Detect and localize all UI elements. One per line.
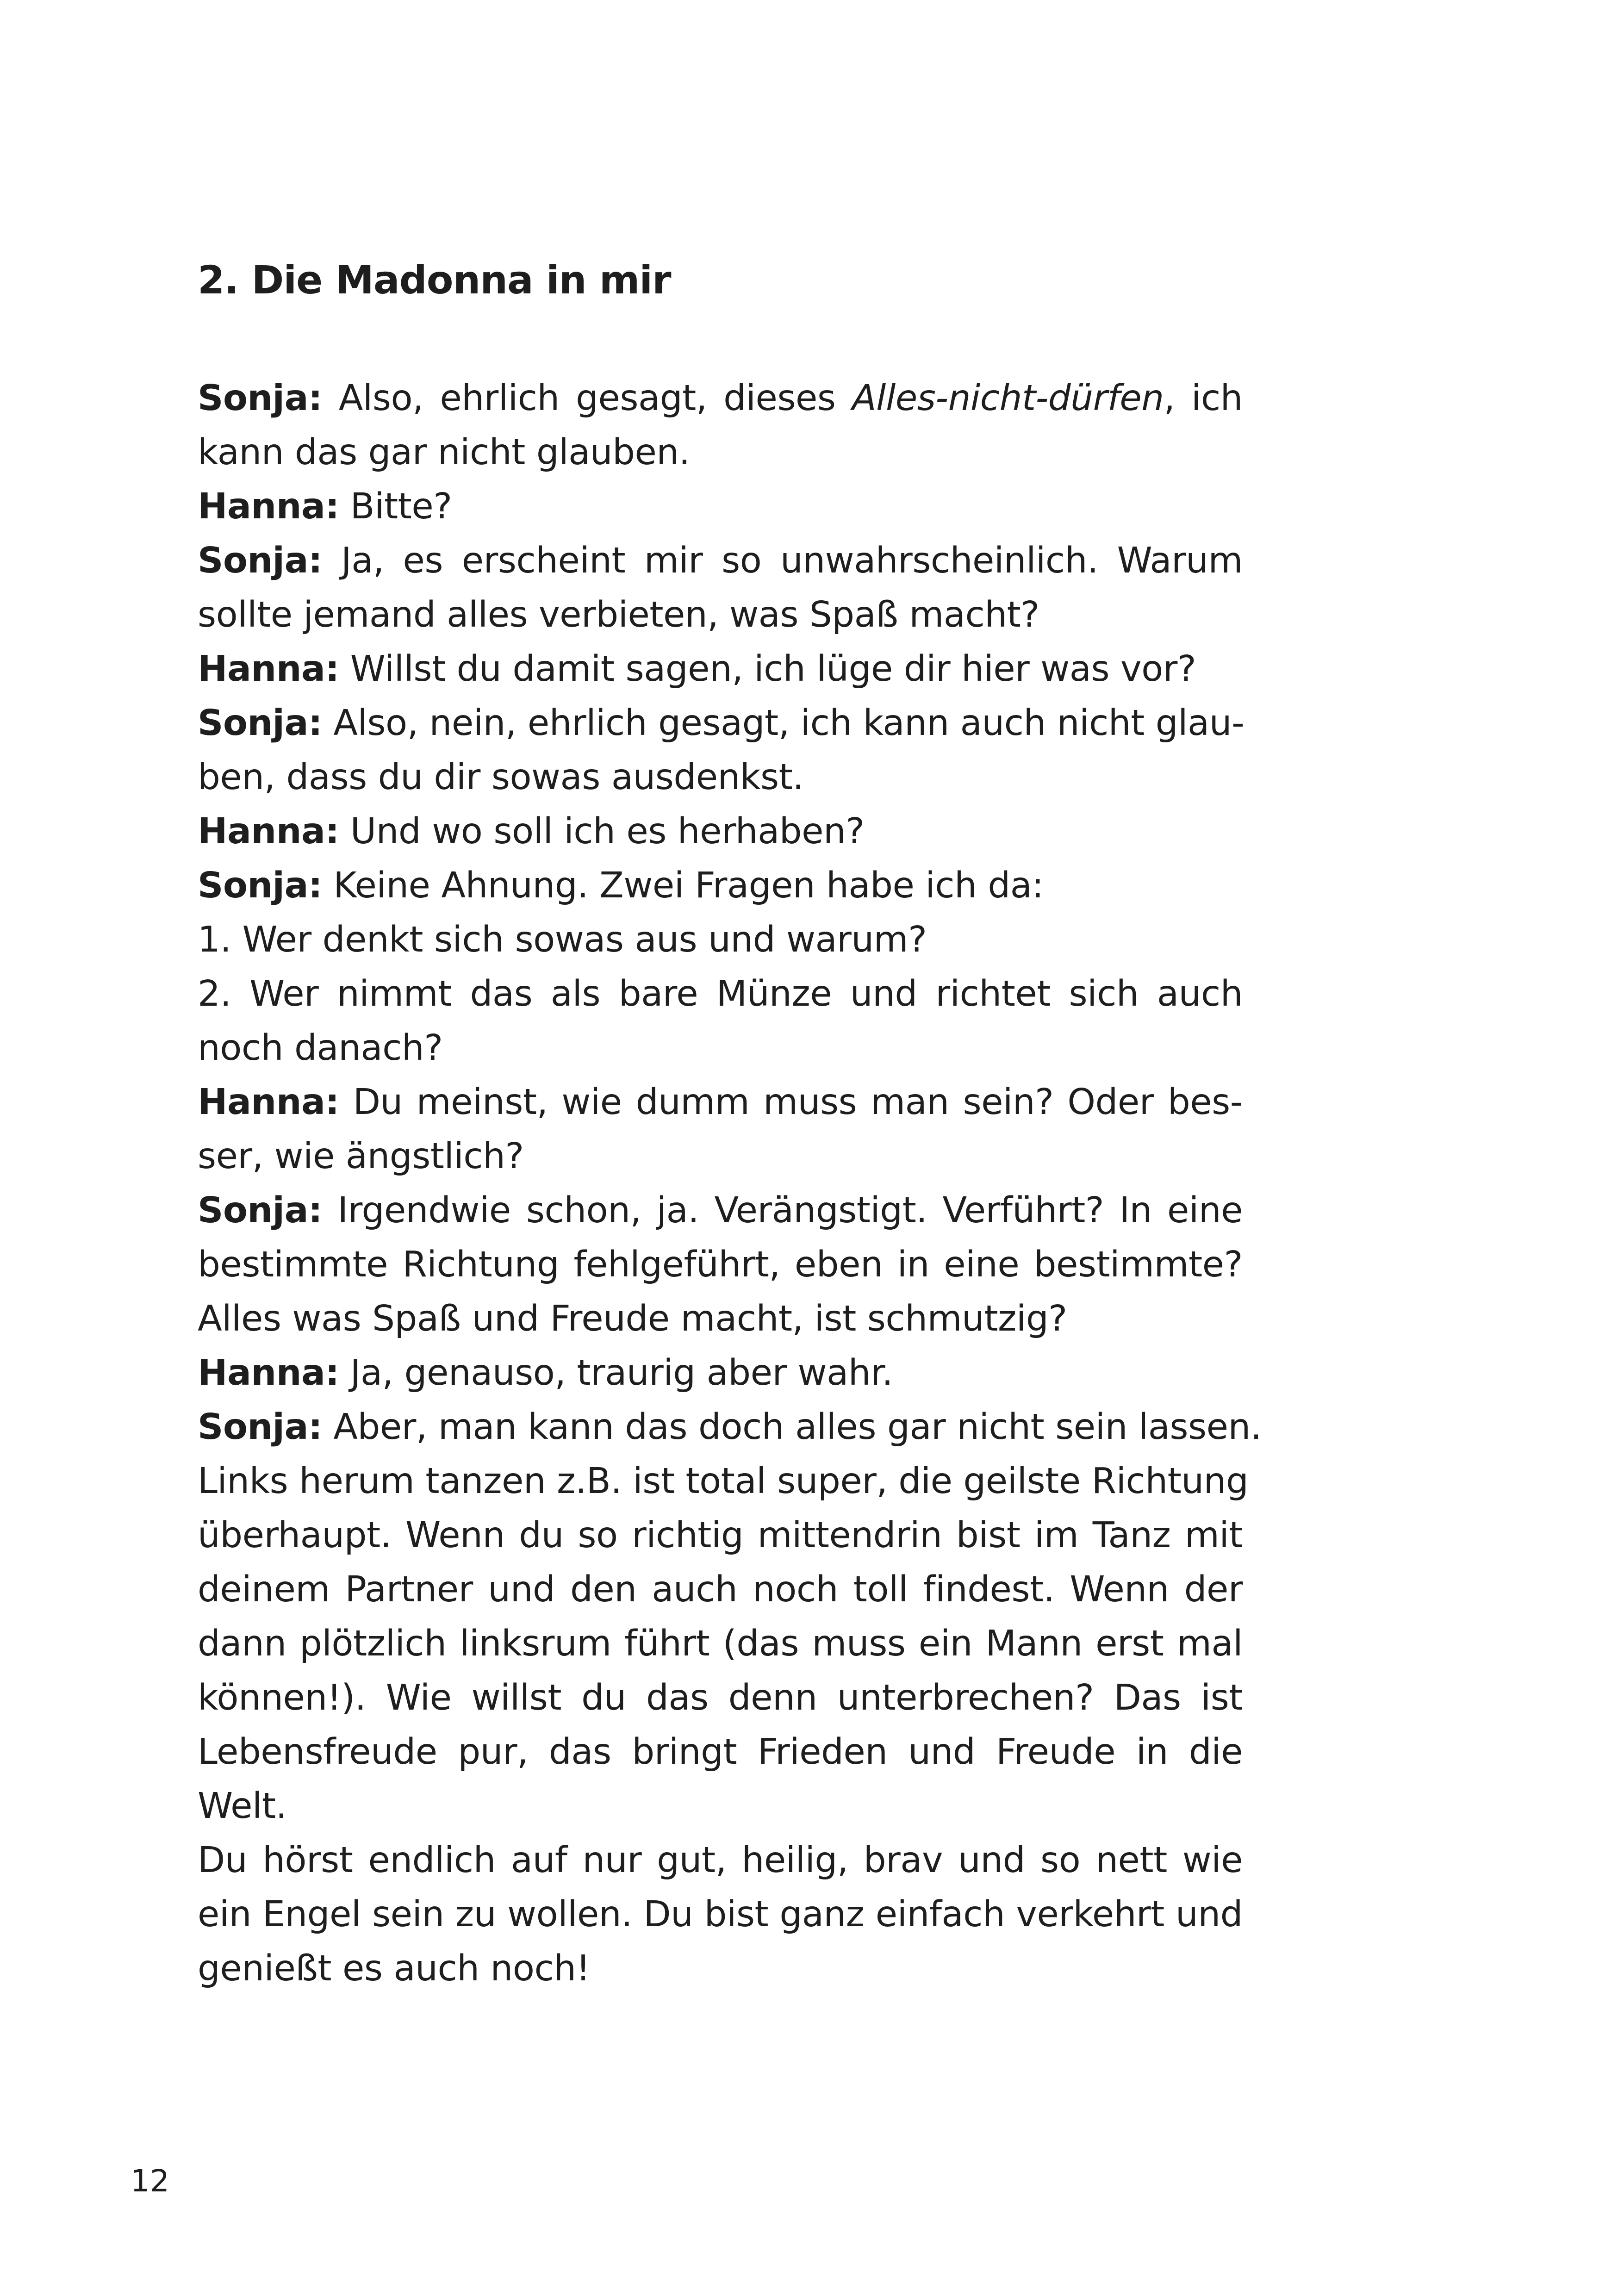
page-number: 12: [131, 2163, 169, 2199]
speaker-label: Sonja:: [198, 703, 323, 744]
line-text: Ja, es erscheint mir so unwahrscheinlich. Warum: [322, 540, 1243, 581]
line-text: Lebensfreude pur, das bringt Frieden und Freude in die: [198, 1731, 1243, 1773]
line-text: ser, wie ängstlich?: [198, 1136, 524, 1177]
line-text: Und wo soll ich es herhaben?: [339, 811, 865, 852]
text-line: [198, 1725, 1243, 1779]
line-text: Irgendwie schon, ja. Verängstigt. Verführt? In eine: [322, 1190, 1243, 1231]
speaker-label: Sonja:: [198, 1406, 323, 1448]
speaker-label: Sonja:: [198, 540, 323, 581]
line-text: ein Engel sein zu wollen. Du bist ganz einfach verkehrt und: [198, 1894, 1243, 1935]
text-line: [198, 642, 1243, 696]
line-text: Bitte?: [339, 486, 452, 527]
line-text: 1. Wer denkt sich sowas aus und warum?: [198, 919, 927, 960]
line-text: kann das gar nicht glauben.: [198, 432, 690, 473]
line-text: Also, nein, ehrlich gesagt, ich kann auch nicht glau-: [322, 703, 1245, 744]
line-text: 2. Wer nimmt das als bare Münze und richtet sich auch: [198, 973, 1243, 1014]
text-line: [198, 1617, 1243, 1671]
line-text: Alles was Spaß und Freude macht, ist schmutzig?: [198, 1298, 1067, 1339]
text-line: [198, 1671, 1243, 1725]
text-line: [198, 1346, 1243, 1400]
speaker-label: Sonja:: [198, 378, 323, 419]
line-text: überhaupt. Wenn du so richtig mittendrin bist im Tanz mit: [198, 1515, 1243, 1556]
line-text: ben, dass du dir sowas ausdenkst.: [198, 757, 804, 798]
emphasis-text: Alles-nicht-dürfen: [852, 378, 1164, 419]
text-line: [198, 534, 1243, 588]
line-text: Links herum tanzen z.B. ist total super, die geilste Richtung: [198, 1461, 1249, 1502]
chapter-title: 2. Die Madonna in mir: [198, 257, 671, 303]
text-line: [198, 696, 1243, 750]
speaker-label: Hanna:: [198, 648, 339, 690]
text-line: [198, 588, 1243, 642]
line-text: sollte jemand alles verbieten, was Spaß macht?: [198, 594, 1039, 635]
speaker-label: Hanna:: [198, 811, 339, 852]
line-text: Keine Ahnung. Zwei Fragen habe ich da:: [322, 865, 1044, 906]
text-line: [198, 804, 1243, 859]
text-line: [198, 371, 1243, 425]
text-line: [198, 1454, 1249, 1508]
text-line: [198, 1075, 1243, 1129]
text-line: [198, 1887, 1243, 1941]
text-line: [198, 1941, 1243, 1996]
line-text: Ja, genauso, traurig aber wahr.: [339, 1352, 893, 1394]
line-text: Welt.: [198, 1786, 287, 1827]
line-text: Also, ehrlich gesagt, dieses: [322, 378, 852, 419]
text-line: [198, 1508, 1243, 1562]
text-line: [198, 859, 1243, 913]
speaker-label: Hanna:: [198, 1082, 339, 1123]
text-line: [198, 1021, 1243, 1075]
speaker-label: Hanna:: [198, 1352, 339, 1394]
line-text: Willst du damit sagen, ich lüge dir hier was vor?: [339, 648, 1196, 690]
text-line: [198, 1562, 1243, 1617]
text-line: [198, 967, 1243, 1021]
speaker-label: Hanna:: [198, 486, 339, 527]
text-line: [198, 1129, 1243, 1183]
text-line: [198, 1779, 1243, 1833]
text-line: [198, 479, 1243, 534]
line-text: noch danach?: [198, 1027, 443, 1069]
text-line: [198, 913, 1243, 967]
text-line: [198, 1292, 1243, 1346]
speaker-label: Sonja:: [198, 865, 323, 906]
line-text: bestimmte Richtung fehlgeführt, eben in eine bestimmte?: [198, 1244, 1243, 1285]
text-line: [198, 425, 1243, 479]
line-text: können!). Wie willst du das denn unterbrechen? Das ist: [198, 1677, 1243, 1718]
speaker-label: Sonja:: [198, 1190, 323, 1231]
line-text: Aber, man kann das doch alles gar nicht sein lassen.: [322, 1406, 1262, 1448]
line-text: , ich: [1164, 378, 1243, 419]
line-text: deinem Partner und den auch noch toll findest. Wenn der: [198, 1569, 1243, 1610]
text-line: [198, 1238, 1243, 1292]
text-line: [198, 1400, 1262, 1454]
line-text: Du meinst, wie dumm muss man sein? Oder bes-: [339, 1082, 1243, 1123]
line-text: genießt es auch noch!: [198, 1948, 590, 1989]
line-text: Du hörst endlich auf nur gut, heilig, brav und so nett wie: [198, 1840, 1243, 1881]
text-line: [198, 750, 1243, 804]
text-line: [198, 1183, 1243, 1238]
text-line: [198, 1833, 1243, 1887]
dialogue-text: [198, 371, 1262, 1996]
line-text: dann plötzlich linksrum führt (das muss ein Mann erst mal: [198, 1623, 1243, 1664]
